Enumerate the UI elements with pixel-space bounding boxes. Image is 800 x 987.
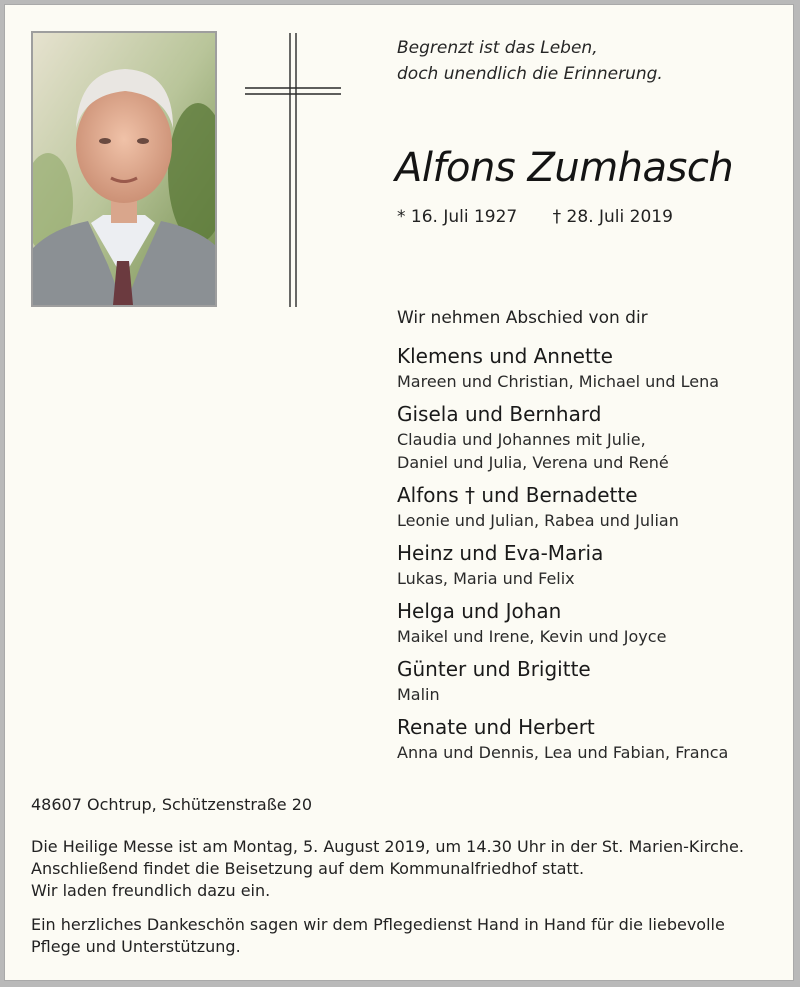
- notice-line: Wir laden freundlich dazu ein.: [31, 881, 271, 900]
- family-group: [397, 401, 728, 474]
- birth-date: * 16. Juli 1927: [397, 207, 518, 227]
- family-group: [397, 714, 728, 764]
- cross-icon: [245, 31, 345, 311]
- family-members: Anna und Dennis, Lea und Fabian, Franca: [397, 743, 729, 762]
- deceased-name: Alfons Zumhasch: [395, 145, 734, 191]
- family-head: Renate und Herbert: [397, 715, 595, 739]
- family-group: [397, 656, 728, 706]
- family-head: Alfons † und Bernadette: [397, 483, 638, 507]
- family-group: [397, 540, 728, 590]
- family-group: [397, 482, 728, 532]
- portrait-photo: [31, 31, 217, 307]
- life-dates: [397, 207, 673, 227]
- family-members: Leonie und Julian, Rabea und Julian: [397, 511, 679, 530]
- motto-line: doch unendlich die Erinnerung.: [397, 64, 663, 84]
- family-head: Heinz und Eva-Maria: [397, 541, 604, 565]
- farewell-text: Wir nehmen Abschied von dir: [397, 308, 648, 328]
- family-head: Günter und Brigitte: [397, 657, 591, 681]
- family-members: Daniel und Julia, Verena und René: [397, 453, 669, 472]
- family-members: Lukas, Maria und Felix: [397, 569, 575, 588]
- family-members: Malin: [397, 685, 440, 704]
- notice-line: Die Heilige Messe ist am Montag, 5. August 2019, um 14.30 Uhr in der St. Marien-Kirche.: [31, 837, 744, 856]
- obituary-card: [4, 4, 794, 981]
- thanks-line: Ein herzliches Dankeschön sagen wir dem Pflegedienst Hand in Hand für die liebevolle: [31, 915, 725, 934]
- motto: [397, 35, 663, 87]
- family-head: Klemens und Annette: [397, 344, 613, 368]
- mourners-list: [397, 343, 728, 772]
- thanks-note: [31, 914, 725, 958]
- death-date: † 28. Juli 2019: [552, 207, 673, 227]
- family-group: [397, 598, 728, 648]
- family-head: Gisela und Bernhard: [397, 402, 602, 426]
- family-members: Maikel und Irene, Kevin und Joyce: [397, 627, 667, 646]
- address: 48607 Ochtrup, Schützenstraße 20: [31, 795, 313, 814]
- funeral-notice: [31, 836, 744, 902]
- notice-line: Anschließend findet die Beisetzung auf dem Kommunalfriedhof statt.: [31, 859, 585, 878]
- family-members: Claudia und Johannes mit Julie,: [397, 430, 646, 449]
- thanks-line: Pflege und Unterstützung.: [31, 937, 241, 956]
- family-head: Helga und Johan: [397, 599, 562, 623]
- motto-line: Begrenzt ist das Leben,: [397, 38, 598, 58]
- family-members: Mareen und Christian, Michael und Lena: [397, 372, 720, 391]
- family-group: [397, 343, 728, 393]
